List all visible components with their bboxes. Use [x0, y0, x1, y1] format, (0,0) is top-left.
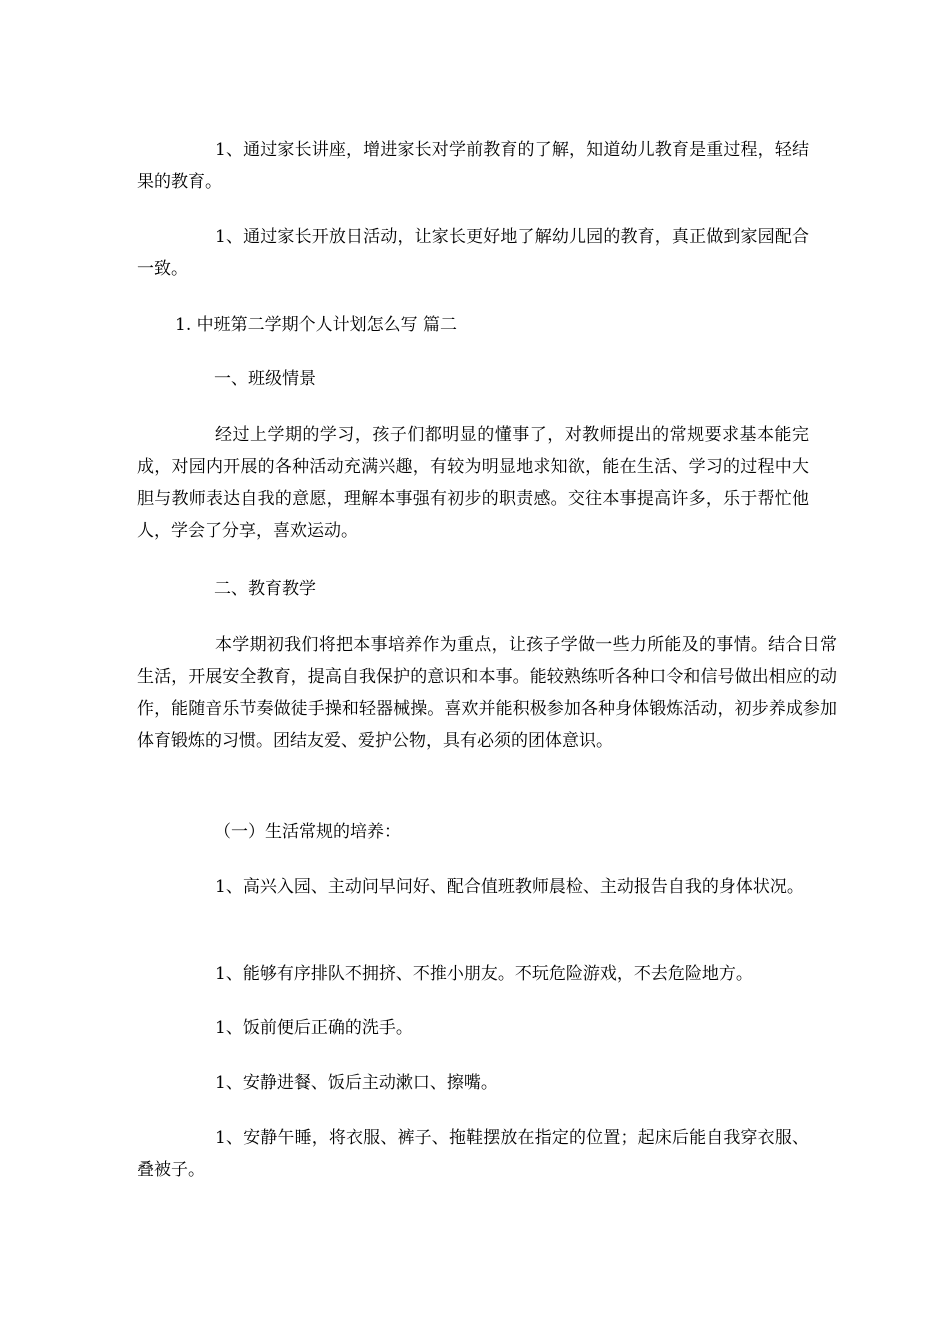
paragraph-routine-handwash: 1、饭前便后正确的洗手。 — [215, 1018, 413, 1038]
paragraph-routine-arrival: 1、高兴入园、主动问早问好、配合值班教师晨检、主动报告自我的身体状况。 — [215, 877, 804, 897]
heading-education-teaching: 二、教育教学 — [214, 579, 316, 599]
paragraph-routine-meal: 1、安静进餐、饭后主动漱口、擦嘴。 — [215, 1073, 498, 1093]
section-title: 1. 中班第二学期个人计划怎么写 篇二 — [175, 315, 458, 335]
heading-daily-routine: （一）生活常规的培养： — [214, 822, 401, 842]
paragraph-parent-lecture: 1、通过家长讲座，增进家长对学前教育的了解，知道幼儿教育是重过程，轻结果的教育。 — [137, 140, 809, 192]
paragraph-routine-queue: 1、能够有序排队不拥挤、不推小朋友。不玩危险游戏，不去危险地方。 — [215, 964, 753, 984]
paragraph-class-situation: 经过上学期的学习，孩子们都明显的懂事了，对教师提出的常规要求基本能完成，对园内开展的各种活动充满兴趣，有较为明显地求知欲，能在生活、学习的过程中大胆与教师表达自我的意愿，理解本事强有初步的职责感。交往本事提高许多，乐于帮忙他人，学会了分享，喜欢运动。 — [137, 425, 809, 541]
paragraph-routine-nap: 1、安静午睡，将衣服、裤子、拖鞋摆放在指定的位置；起床后能自我穿衣服、叠被子。 — [137, 1128, 809, 1180]
paragraph-open-day: 1、通过家长开放日活动，让家长更好地了解幼儿园的教育，真正做到家园配合一致。 — [137, 227, 809, 279]
heading-class-situation: 一、班级情景 — [214, 369, 316, 389]
paragraph-education-teaching: 本学期初我们将把本事培养作为重点，让孩子学做一些力所能及的事情。结合日常生活，开展安全教育，提高自我保护的意识和本事。能较熟练听各种口令和信号做出相应的动作，能随音乐节奏做徒手操和轻器械操。喜欢并能积极参加各种身体锻炼活动，初步养成参加体育锻炼的习惯。团结友爱、爱护公物，具有必须的团体意识。 — [137, 635, 837, 751]
